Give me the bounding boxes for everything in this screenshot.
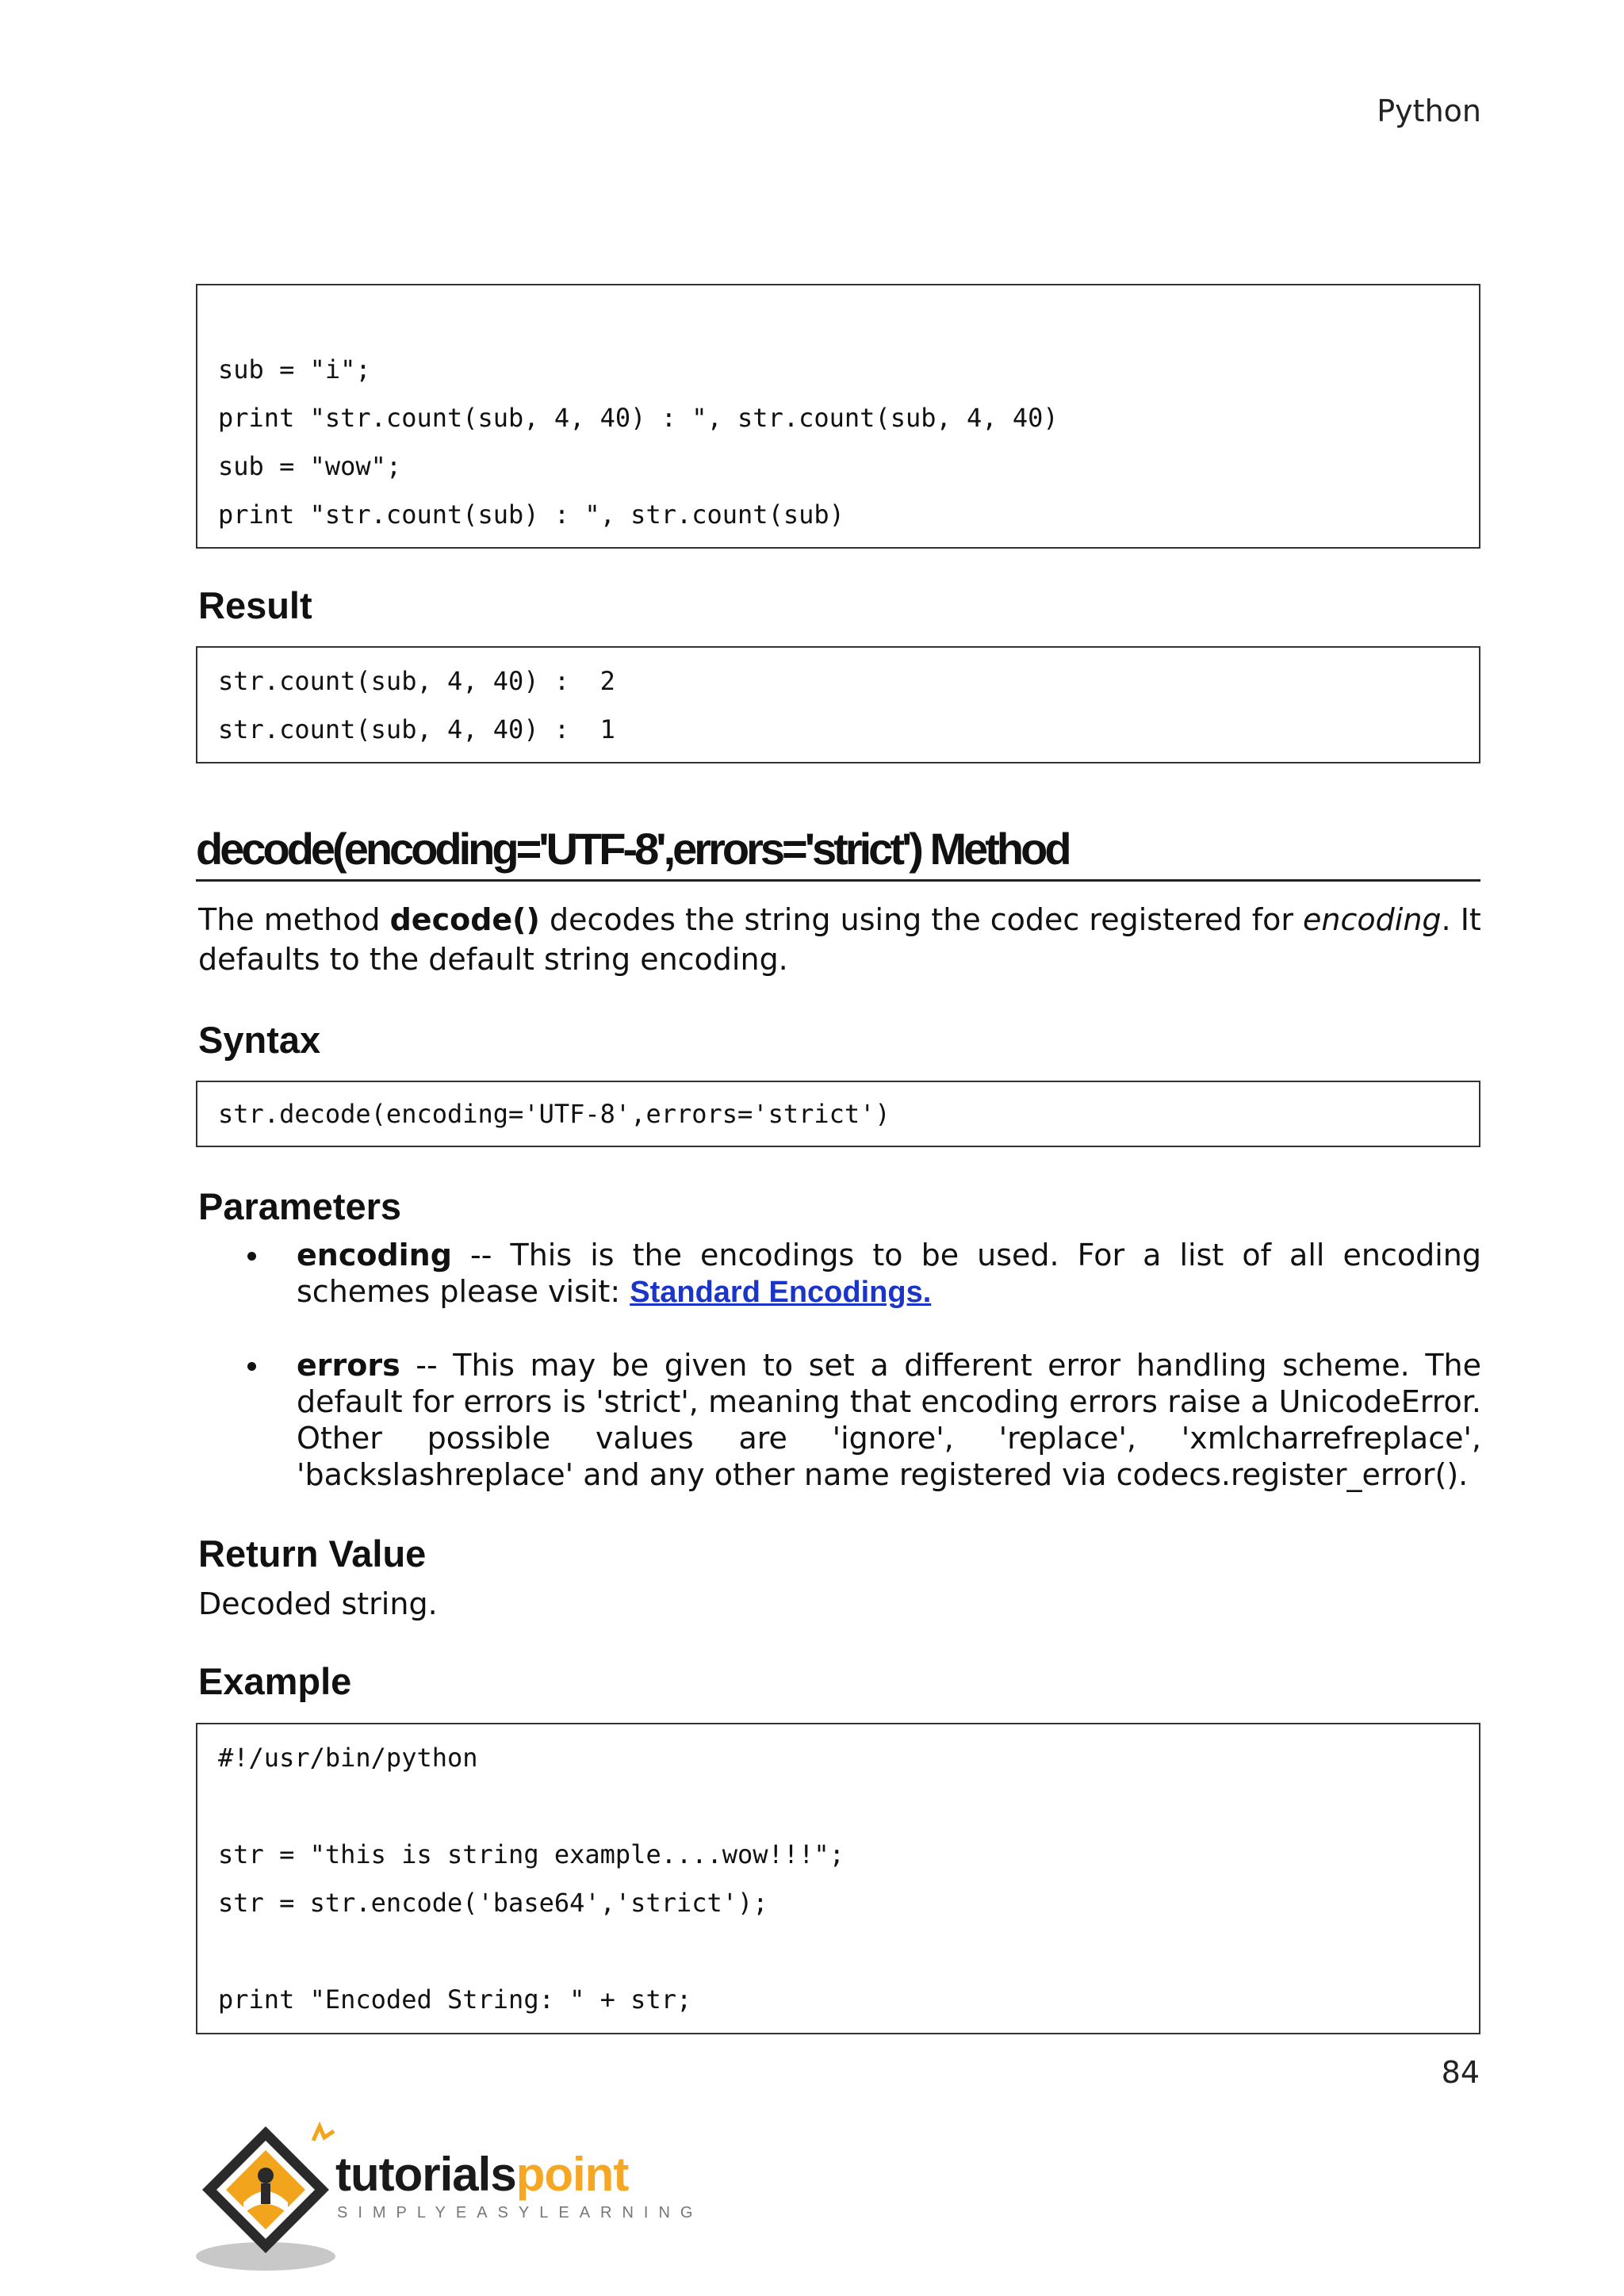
- page-number: 84: [1441, 2055, 1480, 2090]
- logo-wordmark: [335, 2147, 628, 2202]
- param-text: -- This is the encodings to be used. For a list of all encoding schemes please visit:: [297, 1238, 1481, 1309]
- code-line: str.decode(encoding='UTF-8',errors='strict'): [218, 1099, 891, 1129]
- intro-text: decodes the string using the codec registered for: [539, 902, 1304, 937]
- intro-italic-term: encoding: [1303, 902, 1442, 937]
- code-line: print "Encoded String: " + str;: [218, 1984, 692, 2015]
- param-name: encoding: [297, 1238, 452, 1272]
- result-code-block: [196, 646, 1480, 763]
- running-header: Python: [1377, 94, 1481, 128]
- example-heading: Example: [198, 1660, 352, 1702]
- section-intro: [198, 900, 1481, 979]
- syntax-heading: Syntax: [198, 1019, 321, 1061]
- syntax-code-block: [196, 1081, 1480, 1147]
- parameters-list: [198, 1237, 1481, 1493]
- code-line: [218, 1782, 1458, 1831]
- code-line: str = str.encode('base64','strict');: [218, 1888, 768, 1918]
- code-line: str.count(sub, 4, 40) : 1: [218, 714, 615, 744]
- section-title: decode(encoding='UTF-8',errors='strict') Method: [196, 823, 1480, 882]
- param-name: errors: [297, 1348, 400, 1383]
- logo-mark-icon: [194, 2115, 345, 2274]
- intro-text: The method: [198, 902, 390, 937]
- intro-method-name: decode(): [389, 902, 540, 937]
- logo-wordmark-part: point: [515, 2148, 629, 2201]
- list-item: [198, 1237, 1481, 1311]
- logo-wordmark-part: tutorials: [335, 2148, 516, 2201]
- code-line: str = "this is string example....wow!!!";: [218, 1839, 845, 1869]
- code-line: #!/usr/bin/python: [218, 1743, 478, 1773]
- return-value-heading: Return Value: [198, 1533, 427, 1575]
- example-code-block: [196, 1723, 1480, 2034]
- code-line: [218, 1927, 1458, 1976]
- code-line: sub = "i";: [218, 354, 371, 385]
- code-line: print "str.count(sub) : ", str.count(sub): [218, 499, 845, 530]
- code-line: sub = "wow";: [218, 451, 402, 481]
- intro-text: . It defaults to the default string encoding.: [198, 902, 1481, 977]
- tutorialspoint-logo: [194, 2115, 702, 2274]
- parameters-heading: Parameters: [198, 1185, 402, 1227]
- result-heading: Result: [198, 584, 312, 626]
- list-item: [198, 1347, 1481, 1493]
- bullet-icon: [247, 1252, 256, 1261]
- logo-tagline: SIMPLYEASYLEARNING: [337, 2204, 703, 2221]
- standard-encodings-link[interactable]: Standard Encodings.: [630, 1276, 932, 1309]
- code-block-top: [196, 284, 1480, 549]
- return-value-text: Decoded string.: [198, 1586, 438, 1621]
- param-text: -- This may be given to set a different error handling scheme. The default for errors is 'strict', meaning that encoding errors raise a UnicodeError. Other possible values are 'ignore', 'replace', 'xmlcharrefreplace', 'backslashreplace' and any other name registered via codecs.register_error().: [297, 1348, 1481, 1492]
- bullet-icon: [247, 1362, 256, 1371]
- code-line: print "str.count(sub, 4, 40) : ", str.count(sub, 4, 40): [218, 403, 1059, 433]
- code-line: str.count(sub, 4, 40) : 2: [218, 666, 615, 696]
